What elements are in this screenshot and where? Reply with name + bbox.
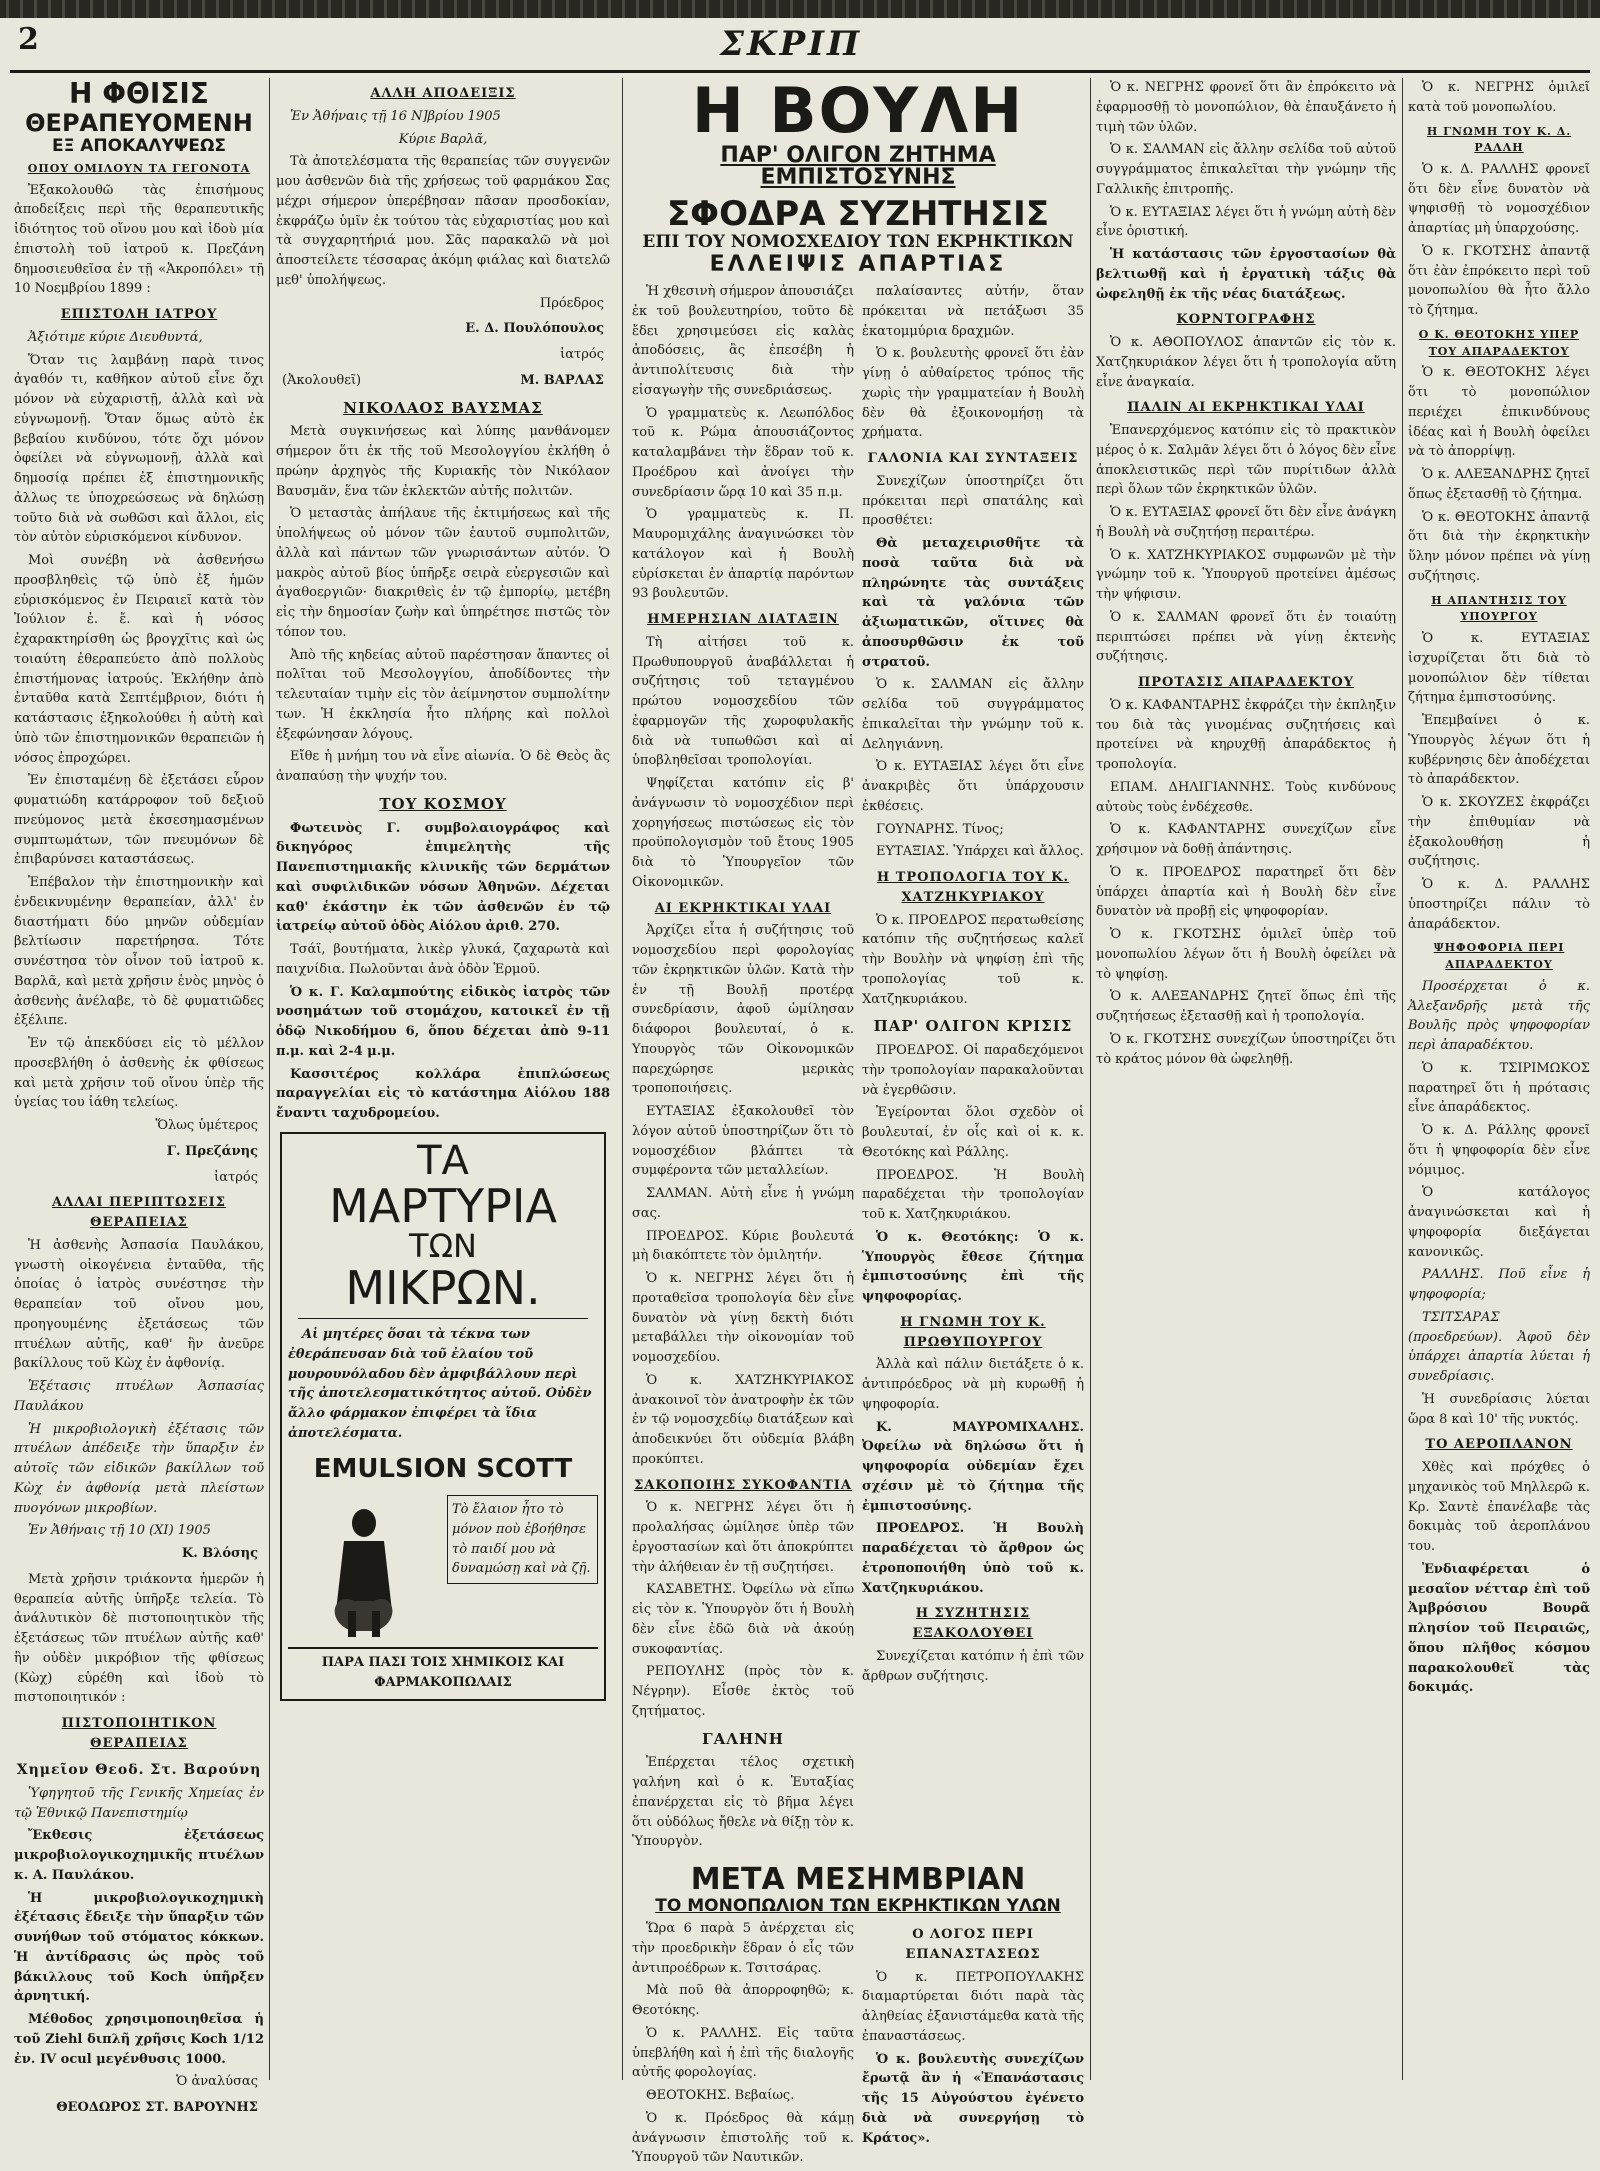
date: Ἐν Ἀθήναις τῇ 10 (ΧΙ) 1905 xyxy=(28,1523,211,1539)
paragraph: ΠΡΟΕΔΡΟΣ. Ἡ Βουλὴ παραδέχεται τὸ ἄρθρον ὡς ἐτροποποιήθη ὑπὸ τοῦ κ. Χατζηκυριάκου. xyxy=(862,1521,1084,1596)
fisherman-icon xyxy=(288,1501,439,1641)
paragraph: Ὁ κ. Θεοτόκης: Ὁ κ. Ὑπουργὸς ἔθεσε ζήτημα ἐμπιστοσύνης ἐπὶ τῆς ψηφοφορίας. xyxy=(862,1229,1084,1305)
subcolumn-left xyxy=(632,282,854,1855)
column-1 xyxy=(14,77,264,2116)
signature: Κ. Βλόσης xyxy=(181,1546,258,1562)
paragraph: ΡΑΛΛΗΣ. Ποῦ εἶνε ἡ ψηφοφορία; xyxy=(1408,1267,1590,1302)
ad-footer: ΠΑΡΑ ΠΑΣΙ ΤΟΙΣ ΧΗΜΙΚΟΙΣ ΚΑΙ ΦΑΡΜΑΚΟΠΩΛΑΙΣ xyxy=(288,1647,598,1693)
paragraph: Τὰ ἀποτελέσματα τῆς θεραπείας τῶν συγγενῶν μου ἀσθενῶν διὰ τῆς χρήσεως τοῦ φαρμάκου Σας μέχρι σήμερον ὑπερέβησαν πᾶσαν προσδοκίαν, ἐκφράζω ὑμῖν ἐκ τούτου τὰς εὐχαριστίας μου καὶ τὰ συγχαρητήριά μου. Σᾶς παρακαλῶ νὰ μοὶ ἀποστείλετε τέσσαρας ἀκόμη φιάλας καὶ διατελῶ μεθ' ὑπολήψεως. xyxy=(276,154,610,288)
paragraph: Ὁ κ. ΑΛΕΞΑΝΔΡΗΣ ζητεῖ ὅπως ἐπὶ τῆς συζητήσεως ἐξετασθῇ καὶ ἡ τροπολογία. xyxy=(1096,989,1396,1024)
paragraph: Φωτεινὸς Γ. συμβολαιογράφος καὶ δικηγόρος ἐπιμελητὴς τῆς Πανεπιστημιακῆς κλινικῆς τῶν δερμάτων καὶ συφιλιδικῶν νόσων Ἀθηνῶν. Δέχεται καθ' ἑκάστην ἐκ τῶν ἀσθενῶν ἐν τῷ ἰατρείῳ αὐτοῦ ὁδὸς Αἰόλου ἀριθ. 270. xyxy=(276,820,610,935)
paragraph: Ἐξακολουθῶ τὰς ἐπισήμους ἀποδείξεις περὶ τῆς θεραπευτικῆς ἰδιότητος τοῦ οἴνου μου καὶ ἰδοὺ μία ἐπιστολὴ τοῦ ἰατροῦ κ. Πρεζάνη δημοσιευθεῖσα ἐν τῇ «Ἀκροπόλει» τῇ 10 Νοεμβρίου 1899 : xyxy=(14,182,264,297)
paragraph: Ὁ κ. ΧΑΤΖΗΚΥΡΙΑΚΟΣ συμφωνῶν μὲ τὴν γνώμην τοῦ κ. Ὑπουργοῦ προτείνει ἀμέσως τὴν ψήφισιν. xyxy=(1096,547,1396,602)
paragraph: Ὁ κ. Δ. Ράλλης φρονεῖ ὅτι ἡ ψηφοφορία δὲν εἶνε νόμιμος. xyxy=(1408,1123,1590,1178)
masthead: ΣΚΡΙΠ xyxy=(720,24,863,64)
paragraph: Ὁ κ. ΚΑΦΑΝΤΑΡΗΣ συνεχίζων εἶνε χρήσιμον νὰ δοθῇ ἀπάντησις. xyxy=(1096,822,1396,857)
page-number: 2 xyxy=(18,22,39,57)
paragraph: ΠΡΟΕΔΡΟΣ. Οἱ παραδεχόμενοι τὴν τροπολογίαν παρακαλοῦνται νὰ ἐγερθῶσιν. xyxy=(862,1043,1084,1098)
section-heading: Η ΓΝΩΜΗ ΤΟΥ Κ. Δ. ΡΑΛΛΗ xyxy=(1426,124,1572,155)
paragraph: ΡΕΠΟΥΛΗΣ (πρὸς τὸν κ. Νέγρην). Εἶσθε ἐκτὸς τοῦ ζητήματος. xyxy=(632,1664,854,1719)
paragraph: Ὁ κ. ΝΕΓΡΗΣ λέγει ὅτι ἡ προλαλήσας ὡμίλησε ὑπὲρ τῶν ἐργοστασίων καὶ ὅτι ἀποκρύπτει τὴν ἀλήθειαν ἐν τῇ συζητήσει. xyxy=(632,1500,854,1575)
paragraph: Ὁ κ. ΚΑΦΑΝΤΑΡΗΣ ἐκφράζει τὴν ἐκπληξιν του διὰ τὰς γινομένας συζητήσεις καὶ προτείνει νὰ κηρυχθῇ ἀπαράδεκτος ἡ τροπολογία. xyxy=(1096,697,1396,772)
column-4 xyxy=(1096,78,1396,2080)
paragraph: Ὁ κ. ΣΑΛΜΑΝ φρονεῖ ὅτι ἐν τοιαύτῃ περιπτώσει πρέπει νὰ γίνῃ ἐκτενὴς συζήτησις. xyxy=(1096,609,1396,665)
main-headline: Η ΒΟΥΛΗ xyxy=(691,74,1025,147)
column-divider xyxy=(269,78,270,2080)
paragraph: Εἴθε ἡ μνήμη του νὰ εἶνε αἰωνία. Ὁ δὲ Θεὸς ἂς ἀναπαύσῃ τὴν ψυχήν του. xyxy=(276,749,610,785)
paragraph: Ὁ κ. ΣΑΛΜΑΝ εἰς ἄλλην σελίδα τοῦ συγγράμματος ἐπικαλεῖται τὴν γνώμην τοῦ κ. Δεληγιάννη. xyxy=(862,677,1084,752)
paragraph: Κασσιτέρος κολλάρα ἐπιπλώσεως παραγγελίαι εἰς τὸ κατάστημα Αἰόλου 188 ἔναντι ταχυδρομείου. xyxy=(276,1066,610,1122)
paragraph: Ὁ κ. ΣΚΟΥΖΕΣ ἐκφράζει τὴν ἐπιθυμίαν νὰ ἐξακολουθήσῃ ἡ συζήτησις. xyxy=(1408,795,1590,870)
chemist-name: Χημεῖον Θεοδ. Στ. Βαρούνη xyxy=(16,1761,262,1778)
greeting: Ἀξιότιμε κύριε Διευθυντά, xyxy=(28,329,203,345)
paragraph: Ἡ κατάστασις τῶν ἐργοστασίων θὰ βελτιωθῇ καὶ ἡ ἐργατικὴ τάξις θὰ ὠφεληθῇ ἐκ τῆς νέας διατάξεως. xyxy=(1096,247,1396,302)
column-divider xyxy=(622,78,623,2080)
section-heading: ΑΛΛΑΙ ΠΕΡΙΠΤΩΣΕΙΣ ΘΕΡΑΠΕΙΑΣ xyxy=(52,1195,226,1231)
section-heading: ΑΛΛΗ ΑΠΟΔΕΙΞΙΣ xyxy=(370,86,516,101)
ad-text: Αἱ μητέρες ὅσαι τὰ τέκνα των ἐθεράπευσαν διὰ τοῦ ἐλαίου τοῦ μουρουνόλαδου δὲν ἀμφιβάλλουν περὶ τῆς ἀποτελεσματικότητος αὐτοῦ. Οὐδὲν ἄλλο φάρμακον ἐπιφέρει τὰ ἴδια ἀποτελέσματα. xyxy=(288,1327,592,1441)
paragraph: Ὁ κ. Πρόεδρος θὰ κάμῃ ἀνάγνωσιν ἐπιστολῆς τοῦ κ. Ὑπουργοῦ τῶν Ναυτικῶν. xyxy=(632,2110,854,2166)
paragraph: Ἐπανερχόμενος κατόπιν εἰς τὸ πρακτικὸν μέρος ὁ κ. Σαλμᾶν λέγει ὅτι ὁ λόγος δὲν εἶνε ἀποκλειστικῶς περὶ τῶν πυρίτιδων ἀλλὰ περὶ ὅλων τῶν ἐκρηκτικῶν ὑλῶν. xyxy=(1096,423,1396,498)
paragraph: Ἔκθεσις ἐξετάσεως μικροβιολογικοχημικῆς πτυέλων κ. Α. Παυλάκου. xyxy=(14,1828,264,1883)
section-heading: ΤΟΥ ΚΟΣΜΟΥ xyxy=(379,794,507,813)
paragraph: Ἡ ἀσθενὴς Ἀσπασία Παυλάκου, γνωστὴ οἰκογένεια ἐνταῦθα, τῆς ὁποίας ὁ ἰατρὸς συνέστησε τὴν θεραπείαν τοῦ οἴνου μου, προηγουμένης ἐξετάσεως τῶν πτυέλων αὐτῆς, καθ' ἣν ἀνεῦρε βακίλλους τοῦ Κὼχ ἐν ἀφθονίᾳ. xyxy=(14,1237,264,1372)
paragraph: Προσέρχεται ὁ κ. Ἀλεξανδρῆς μετὰ τῆς Βουλῆς πρὸς ψηφοφορίαν περὶ ἀπαραδέκτου. xyxy=(1408,978,1590,1053)
advertiser: Μ. ΒΑΡΛΑΣ xyxy=(520,372,604,388)
paragraph: Ὁ γραμματεὺς κ. Λεωπόλδος τοῦ κ. Ρώμα ἀπουσιάζοντος καταλαμβάνει τὴν ἕδραν τοῦ κ. Προέδρου καὶ ἀνοίγει τὴν συνεδρίασιν ὥρᾳ 10 καὶ 35 π.μ. xyxy=(632,405,854,500)
section-heading: ΠΡΟΤΑΣΙΣ ΑΠΑΡΑΔΕΚΤΟΥ xyxy=(1137,675,1354,690)
paragraph: Ὁ μεταστὰς ἀπήλαυε τῆς ἐκτιμήσεως καὶ τῆς ὑπολήψεως οὐ μόνον τῶν ἑαυτοῦ συμπολιτῶν, ἀλλὰ καὶ πάντων τῶν γνωρισάντων αὐτόν. Ὁ μακρὸς αὐτοῦ βίος ὑπῆρξε σειρὰ εὐεργεσιῶν καὶ ἀγαθοεργιῶν· διακριθεὶς ἐν τῷ ἐμπορίῳ, μετέβη εἰς τὴν δημοσίαν ζωὴν καὶ ὑπηρέτησε πιστῶς τὸν τόπον του. xyxy=(276,506,610,640)
paragraph: Ὁ κ. βουλευτὴς συνεχίζων ἔρωτᾷ ἂν ἡ «Ἐπανάστασις τῆς 15 Αὐγούστου ἐγένετο διὰ νὰ συνεργήσῃ τὸ Κράτος». xyxy=(862,2051,1084,2146)
paragraph: Τσάϊ, βουτήματα, λικὲρ γλυκά, ζαχαρωτὰ καὶ παιχνίδια. Πωλοῦνται ἀνὰ ὁδὸν Ἑρμοῦ. xyxy=(276,942,610,977)
section-heading: ΠΑΛΙΝ ΑΙ ΕΚΡΗΚΤΙΚΑΙ ΥΛΑΙ xyxy=(1127,400,1365,416)
paragraph: Χθὲς καὶ πρόχθες ὁ μηχανικὸς τοῦ Μηλλερῶ κ. Κρ. Σαντὲ ἐπανέλαβε τὰς δοκιμὰς τοῦ ἀεροπλάνου του. xyxy=(1408,1460,1590,1554)
signature-title: ἰατρός xyxy=(560,347,604,362)
paragraph: Ὁ κ. ΝΕΓΡΗΣ λέγει ὅτι ἡ προταθεῖσα τροπολογία δὲν εἶνε δυνατὸν νὰ γίνῃ δεκτὴ διότι μεταβάλλει τὴν οἰκονομίαν τοῦ νομοσχεδίου. xyxy=(632,1271,854,1365)
column-divider xyxy=(1090,78,1091,2080)
column-divider xyxy=(1402,78,1403,2080)
section-heading: Η ΤΡΟΠΟΛΟΓΙΑ ΤΟΥ Κ. ΧΑΤΖΗΚΥΡΙΑΚΟΥ xyxy=(876,870,1070,905)
paragraph: Ὁ κ. ΕΥΤΑΞΙΑΣ φρονεῖ ὅτι δὲν εἶνε ἀνάγκη ἡ Βουλὴ νὰ συζητήσῃ περαιτέρω. xyxy=(1096,505,1396,540)
paragraph: Ἐνδιαφέρεται ὁ μεσαῖον νέτταρ ἐπὶ τοῦ Ἀμβρόσιου Βουρᾶ πλησίον τοῦ Πειραιῶς, ὅπου πλῆθος κόσμου παρακολουθεῖ τὰς δοκιμάς. xyxy=(1408,1561,1590,1696)
paragraph: Ἡ μικροβιολογικοχημικὴ ἐξέτασις ἔδειξε τὴν ὕπαρξιν τῶν συνήθων τοῦ στόματος κόκκων. Ἡ ἀντίδρασις ὡς πρὸς τοῦ βάκιλλους τοῦ Koch ὑπῆρξεν ἀρνητική. xyxy=(14,1890,264,2005)
paragraph: ΤΣΙΤΣΑΡΑΣ (προεδρεύων). Ἀφοῦ δὲν ὑπάρχει ἀπαρτία λύεται ἡ συνεδρίασις. xyxy=(1408,1309,1590,1384)
ad-title: ΜΙΚΡΩΝ. xyxy=(345,1260,541,1315)
paragraph: Θὰ μεταχειρισθῆτε τὰ ποσὰ ταῦτα διὰ νὰ πληρώνητε τὰς συντάξεις καὶ τὰ γαλόνια τῶν ἀξιωματικῶν, οἵτινες θὰ ἀποσυρθῶσιν ἐκ τοῦ στρατοῦ. xyxy=(862,536,1084,670)
scan-top-strip xyxy=(0,0,1600,18)
paragraph: Συνεχίζων ὑποστηρίζει ὅτι πρόκειται περὶ σπατάλης καὶ προσθέτει: xyxy=(862,473,1084,529)
paragraph: Ὁ κ. Γ. Καλαμπούτης εἰδικὸς ἰατρὸς τῶν νοσημάτων τοῦ στομάχου, κατοικεῖ ἐν τῇ ὁδῷ Νικοδήμου 6, ὅπου δέχεται ἀπὸ 9-11 π.μ. καὶ 2-4 μ.μ. xyxy=(276,984,610,1059)
section-heading: ΠΙΣΤΟΠΟΙΗΤΙΚΟΝ ΘΕΡΑΠΕΙΑΣ xyxy=(61,1716,217,1751)
paragraph: ΕΥΤΑΞΙΑΣ. Ὑπάρχει καὶ ἄλλος. xyxy=(876,844,1084,860)
signature: Γ. Πρεζάνης xyxy=(166,1143,258,1159)
section-heading: ΝΙΚΟΛΑΟΣ ΒΑΥΣΜΑΣ xyxy=(343,398,543,417)
paragraph: Ὁ κ. ΝΕΓΡΗΣ φρονεῖ ὅτι ἂν ἐπρόκειτο νὰ ἐφαρμοσθῇ τὸ μονοπώλιον, θὰ ἐπαυξάνετο ἡ τιμὴ τῶν ὑλῶν. xyxy=(1096,80,1396,135)
paragraph: Ὁ κ. Δ. ΡΑΛΛΗΣ ὑποστηρίζει πάλιν τὸ ἀπαράδεκτον. xyxy=(1408,877,1590,932)
ad-title: ΤΩΝ xyxy=(409,1227,477,1266)
paragraph: ΘΕΟΤΟΚΗΣ. Βεβαίως. xyxy=(646,2088,795,2104)
paragraph: Ὁ κ. ΠΡΟΕΔΡΟΣ περατωθείσης κατόπιν τῆς συζητήσεως καλεῖ τὴν Βουλὴν νὰ ψηφίσῃ ἐπὶ τῆς τροπολογίας τοῦ κ. Χατζηκυριάκου. xyxy=(862,912,1084,1007)
paragraph: Ὁ κ. Δ. ΡΑΛΛΗΣ φρονεῖ ὅτι δὲν εἶνε δυνατὸν νὰ ψηφισθῇ τὸ νομοσχέδιον ἀπαρτίας μὴ ὑπαρχούσης. xyxy=(1408,161,1590,237)
column-5 xyxy=(1408,78,1590,2080)
subheadline: ΠΑΡ' ΟΛΙΓΟΝ ΖΗΤΗΜΑ ΕΜΠΙΣΤΟΣΥΝΗΣ xyxy=(720,143,996,190)
paragraph: Ὁ κ. ΓΚΟΤΣΗΣ ἀπαντᾷ ὅτι ἐὰν ἐπρόκειτο περὶ τοῦ μονοπωλίου θὰ ἦτο ἄλλο τὸ ζήτημα. xyxy=(1408,243,1590,319)
section-heading: Η ΣΥΖΗΤΗΣΙΣ ΕΞΑΚΟΛΟΥΘΕΙ xyxy=(912,1606,1034,1642)
paragraph: ΕΠΑΜ. ΔΗΛΙΓΙΑΝΝΗΣ. Τοὺς κινδύνους αὐτοὺς τοὺς ἐνδέχεσθε. xyxy=(1096,779,1396,815)
section-heading: Η ΑΠΑΝΤΗΣΙΣ ΤΟΥ ΥΠΟΥΡΓΟΥ xyxy=(1431,593,1567,624)
section-heading: ΚΟΡΝΤΟΓΡΑΦΗΣ xyxy=(1176,312,1316,328)
paragraph: Μετὰ συγκινήσεως καὶ λύπης μανθάνομεν σήμερον ὅτι ἐκ τῆς τοῦ Μεσολογγίου ἐκλήθη ὁ πρώην ἀρχηγὸς τῆς Κυριακῆς τὸν Νικόλαον Βαυσμᾶν, ἕνα τῶν ἐκλεκτῶν αὐτῆς πολιτῶν. xyxy=(276,424,610,499)
signature-title: Ὁ ἀναλύσας xyxy=(176,2074,258,2090)
subheadline: ΟΠΟΥ ΟΜΙΛΟΥΝ ΤΑ ΓΕΓΟΝΟΤΑ xyxy=(27,162,251,175)
afternoon-headline: ΜΕΤΑ ΜΕΣΗΜΒΡΙΑΝ xyxy=(690,1862,1026,1898)
paragraph: Ἐπέρχεται τέλος σχετικὴ γαλήνη καὶ ὁ κ. Ἐυταξίας ἐπανέρχεται εἰς τὸ βῆμα λέγει ὅτι οὐδόλως ἤθελε νὰ θίξῃ τὸν κ. Ὑπουργὸν. xyxy=(632,1755,854,1850)
paragraph: Ἡ συνεδρίασις λύεται ὥρα 8 καὶ 10' τῆς νυκτός. xyxy=(1408,1391,1590,1427)
paragraph: Ὁ κ. ΘΕΟΤΟΚΗΣ λέγει ὅτι τὸ μονοπώλιον περιέχει ἐπικινδύνους ἰδέας καὶ ἡ Βουλὴ ὀφείλει νὰ τὸ ἀπορρίψῃ. xyxy=(1408,365,1590,460)
scott-emulsion-ad xyxy=(280,1132,606,1701)
section-heading: ΣΑΚΟΠΟΙΗΣ ΣΥΚΟΦΑΝΤΙΑ xyxy=(634,1477,852,1493)
headline: Η ΦΘΙΣΙΣ xyxy=(69,77,209,110)
quote: Ἐξέτασις πτυέλων Ἀσπασίας Παυλάκου xyxy=(14,1379,264,1414)
paragraph: Ἐπέβαλον τὴν ἐπιστημονικὴν καὶ ἐνδεικνυμένην θεραπείαν, ἀλλ' ἐν διαστήματι δύο μηνῶν οὐδεμίαν βελτίωσιν παρετήρησα. Τότε συνέστησα τὸν οἶνον τοῦ ἰατροῦ κ. Βαρλᾶ, καὶ μετὰ χρῆσιν ἑνὸς μηνὸς ὁ ἀσθενὴς ἀνέλαβε, τὸ δὲ φυματιῶδες ἐξέλιπε. xyxy=(14,875,264,1029)
paragraph: Συνεχίζεται κατόπιν ἡ ἐπὶ τῶν ἄρθρων συζήτησις. xyxy=(862,1648,1084,1684)
paragraph: Ἐν τῷ ἀπεκδύσει εἰς τὸ μέλλον προσεβλήθη ὁ ἀσθενὴς ἐκ φθίσεως καὶ μετὰ χρῆσιν τοῦ οἴνου ὑπὲρ τῆς ὑγείας του ἰάθη τελείως. xyxy=(14,1036,264,1111)
paragraph: Μετὰ χρῆσιν τριάκοντα ἡμερῶν ἡ θεραπεία αὐτῆς ὑπῆρξε τελεία. Τὸ ἀνάλυτικὸν δὲ πιστοποιητικὸν τῆς ἐξετάσεως τῶν πτυέλων αὐτῆς καθ' ἣν οὐδὲν μικρόβιον τῆς φθίσεως (Κὼχ) εὑρέθη καὶ ἰδοὺ τὸ πιστοποιητικόν : xyxy=(14,1571,264,1706)
section-heading: ΠΑΡ' ΟΛΙΓΟΝ ΚΡΙΣΙΣ xyxy=(873,1017,1073,1036)
section-heading: ΨΗΦΟΦΟΡΙΑ ΠΕΡΙ ΑΠΑΡΑΔΕΚΤΟΥ xyxy=(1433,941,1565,972)
section-heading: Ο Κ. ΘΕΟΤΟΚΗΣ ΥΠΕΡ ΤΟΥ ΑΠΑΡΑΔΕΚΤΟΥ xyxy=(1418,327,1580,358)
signature: ΘΕΟΔΩΡΟΣ ΣΤ. ΒΑΡΟΥΝΗΣ xyxy=(56,2100,258,2116)
paragraph: ΚΑΣΑΒΕΤΗΣ. Ὀφείλω νὰ εἴπω εἰς τὸν κ. Ὑπουργὸν ὅτι ἡ Βουλὴ δὲν εἶνε ἐδῶ διὰ νὰ ἀκούῃ συκοφαντίας. xyxy=(632,1582,854,1657)
paragraph: Ὁ κατάλογος ἀναγινώσκεται καὶ ἡ ψηφοφορία διεξάγεται κανονικῶς. xyxy=(1408,1185,1590,1260)
paragraph: Ὁ κ. ΑΛΕΞΑΝΔΡΗΣ ζητεῖ ὅπως ἐξετασθῇ τὸ ζήτημα. xyxy=(1408,467,1590,502)
masthead-rule xyxy=(10,70,1590,73)
paragraph: Μοὶ συνέβη νὰ ἀσθενήσω προσβληθεὶς τῷ ὑπὸ ἐξ ἡμῶν εὑρισκόμενος ἐν Πειραιεῖ κατὰ τὸν Ἰούλιον ἐ. ἔ. καὶ ἡ νόσος ἐχαρακτηρίσθη ὡς βρογχῖτις καὶ ὡς τοιαύτη ἐθεραπεύετο ἀπὸ πολλοὺς ἐπιστήμονας ἰατρούς. Ἐκλήθην ἀπὸ ἐνταῦθα κατὰ Σεπτέμβριον, διότι ἡ κατάστασις ἐξηκολούθει ἡ αὐτὴ καὶ ὑπὸ τῶν ἐπιστημονικῶν θεραπειῶν ἡ νόσος ἐπροχώρει. xyxy=(14,553,264,766)
paragraph: Ἐγείρονται ὅλοι σχεδὸν οἱ βουλευταί, ἐν οἷς καὶ οἱ κ. κ. Θεοτόκης καὶ Ράλλης. xyxy=(862,1105,1084,1160)
paragraph: Ὁ κ. ΡΑΛΛΗΣ. Εἰς ταῦτα ὑπεβλήθη καὶ ἡ ἐπὶ τῆς διαλογῆς αὐτῆς φορολογίας. xyxy=(632,2025,854,2081)
paragraph: Ἀρχίζει εἶτα ἡ συζήτησις τοῦ νομοσχεδίου περὶ φορολογίας τῶν ἐκρηκτικῶν ὑλῶν. Κατὰ τὴν ἐν τῇ Βουλῇ προτέρᾳ συνεδρίασιν, ἀφοῦ ὡμίλησαν διάφοροι βουλευταί, ὁ κ. Υπουργὸς τῶν Οἰκονομικῶν παρεχώρησε μερικὰς τροποποιήσεις. xyxy=(632,923,854,1097)
paragraph: Ὁ κ. ΠΡΟΕΔΡΟΣ παρατηρεῖ ὅτι δὲν ὑπάρχει ἀπαρτία καὶ ἡ Βουλὴ δὲν εἶνε δυνατὸν νὰ προβῇ εἰς ψηφοφορίαν. xyxy=(1096,864,1396,920)
date: Ἐν Ἀθήναις τῇ 16 Ν]βρίου 1905 xyxy=(290,108,501,124)
section-heading: ΑΙ ΕΚΡΗΚΤΙΚΑΙ ΥΛΑΙ xyxy=(654,900,832,916)
paragraph: Ὁ κ. ΣΑΛΜΑΝ εἰς ἄλλην σελίδα τοῦ αὐτοῦ συγγράμματος ἐπικαλεῖται τὴν γνώμην τῆς Γαλλικῆς ἐπιτροπῆς. xyxy=(1096,142,1396,197)
quote: Ἡ μικροβιολογικὴ ἐξέτασις τῶν πτυέλων ἀπέδειξε τὴν ὕπαρξιν ἐν αὐτοῖς τῶν εἰδικῶν βακίλλων τοῦ Κὼχ ἐν ἀφθονίᾳ μετὰ πλείστων πυογόνων μικροβίων. xyxy=(14,1421,264,1516)
paragraph: Ὁ κ. ΤΣΙΡΙΜΩΚΟΣ παρατηρεῖ ὅτι ἡ πρότασις εἶνε ἀπαράδεκτος. xyxy=(1408,1060,1590,1116)
paragraph: παλαίσαντες αὐτήν, ὅταν πρόκειται νὰ πετάξωσι 35 ἑκατομμύρια δραχμῶν. xyxy=(862,284,1084,339)
subcolumn-right xyxy=(862,282,1084,1855)
section-heading: ΗΜΕΡΗΣΙΑΝ ΔΙΑΤΑΞΙΝ xyxy=(647,612,839,627)
subheadline: ΣΦΟΔΡΑ ΣΥΖΗΤΗΣΙΣ xyxy=(666,194,1050,234)
section-heading: ΕΠΙΣΤΟΛΗ ΙΑΤΡΟΥ xyxy=(60,307,218,323)
paragraph: Ὥρα 6 παρὰ 5 ἀνέρχεται εἰς τὴν προεδρικὴν ἕδραν ὁ εἷς τῶν ἀντιπροέδρων κ. Τσιτσάρας. xyxy=(632,1921,854,1976)
paragraph: Ὑφηγητοῦ τῆς Γενικῆς Χημείας ἐν τῷ Ἐθνικῷ Πανεπιστημίῳ xyxy=(14,1785,264,1821)
paragraph: Μὰ ποῦ θὰ ἀπορροφηθῶ; κ. Θεοτόκης. xyxy=(632,1983,854,2019)
paragraph: Ὅταν τις λαμβάνῃ παρὰ τινος ἀγαθόν τι, καθῆκον αὐτοῦ εἶνε ὄχι μόνον νὰ εὐχαριστῇ, ἀλλὰ καὶ νὰ εὐγνωμονῇ. Ὅταν ὅμως αὐτὸ ἐκ βεβαίου κινδύνου, τότε ὄχι μόνον ὀφείλει νὰ εὐγνωμονῇ, ἀλλὰ καὶ δημοσίᾳ πρέπει ἐξ ἐπιστημονικῆς ἀλλως τε ὑποχρεώσεως νὰ δηλώσῃ τοῦτο διὰ νὰ σωθῶσι καὶ ἄλλοι, εἰς τὸν αὐτὸν εὑρισκόμενοι κίνδυνον. xyxy=(14,352,264,546)
paragraph: Ἀλλὰ καὶ πάλιν διετάξετε ὁ κ. ἀντιπρόεδρος νὰ μὴ κυρωθῇ ἡ ψηφοφορία. xyxy=(862,1357,1084,1412)
paragraph: ΠΡΟΕΔΡΟΣ. Ἡ Βουλὴ παραδέχεται τὴν τροπολογίαν τοῦ κ. Χατζηκυριάκου. xyxy=(862,1167,1084,1223)
paragraph: Ὁ κ. ΕΥΤΑΞΙΑΣ λέγει ὅτι ἡ γνώμη αὐτὴ δὲν εἶνε ὁριστική. xyxy=(1096,204,1396,240)
headline: ΘΕΡΑΠΕΥΟΜΕΝΗ xyxy=(25,109,253,137)
paragraph: ΕΥΤΑΞΙΑΣ ἐξακολουθεῖ τὸν λόγον αὐτοῦ ὑποστηρίζων ὅτι τὸ νομοσχέδιον βλάπτει τὰ συμφέροντα τῶν μεταλλείων. xyxy=(632,1104,854,1179)
paragraph: Ὁ κ. ΓΚΟΤΣΗΣ ὁμιλεῖ ὑπὲρ τοῦ μονοπωλίου λέγων ὅτι ἡ Βουλὴ ὀφείλει νὰ τὸ ψηφίσῃ. xyxy=(1096,927,1396,982)
ad-title: ΤΑ xyxy=(417,1137,469,1184)
paragraph: Ἐν ἐπισταμένῃ δὲ ἐξετάσει εὗρον φυματιώδη κατάρροφον τοῦ δεξιοῦ πνεύμονος μετὰ ἐκσεσημασμένων συμπτωμάτων, τῶν πνευμόνων δὲ ἐπιβαρύνσει καταστάσεως. xyxy=(14,773,264,868)
section-heading: Ο ΛΟΓΟΣ ΠΕΡΙ ΕΠΑΝΑΣΤΑΣΕΩΣ xyxy=(905,1927,1041,1962)
section-heading: ΤΟ ΑΕΡΟΠΛΑΝΟΝ xyxy=(1425,1437,1573,1453)
paragraph: Ἀπὸ τῆς κηδείας αὐτοῦ παρέστησαν ἅπαντες οἱ πολῖται τοῦ Μεσολογγίου, ἀποδίδοντες τὴν τελευταίαν τιμὴν εἰς τὸν ἀείμνηστον συμπολίτην των. Ἡ ἐκκλησία ἦτο πλήρης καὶ πολλοὶ ἐξεφώνησαν λόγους. xyxy=(276,647,610,742)
ad-quote: Τὸ ἔλαιον ἦτο τὸ μόνον ποὺ ἐβοήθησε τὸ παιδί μου νὰ δυναμώσῃ καὶ νὰ ζῇ. xyxy=(447,1495,598,1584)
signature-title: Πρόεδρος xyxy=(539,295,604,311)
subheadline: ΕΠΙ ΤΟΥ ΝΟΜΟΣΧΕΔΙΟΥ ΤΩΝ ΕΚΡΗΚΤΙΚΩΝ xyxy=(642,232,1074,252)
column-3 xyxy=(632,74,1084,2166)
ad-brand: EMULSION SCOTT xyxy=(313,1453,573,1484)
paragraph: ΣΑΛΜΑΝ. Αὐτὴ εἶνε ἡ γνώμη σας. xyxy=(632,1186,854,1221)
signature: Ε. Δ. Πουλόπουλος xyxy=(465,321,604,337)
paragraph: Ὁ γραμματεὺς κ. Π. Μαυρομιχάλης ἀναγινώσκει τὸν κατάλογον καὶ ἡ Βουλὴ εὑρίσκεται ἐν ἀπαρτίᾳ παρόντων 93 βουλευτῶν. xyxy=(632,507,854,602)
column-2 xyxy=(276,78,610,2080)
paragraph: ΠΡΟΕΔΡΟΣ. Κύριε βουλευτά μὴ διακόπτετε τὸν ὁμιλητήν. xyxy=(632,1228,854,1264)
paragraph: Ὁ κ. ΑΘΟΠΟΥΛΟΣ ἀπαντῶν εἰς τὸν κ. Χατζηκυριάκον λέγει ὅτι ἡ τροπολογία αὕτη εἶνε ἀναγκαία. xyxy=(1096,335,1396,390)
paragraph: Ὁ κ. βουλευτὴς φρονεῖ ὅτι ἐὰν γίνῃ ὁ αὐθαίρετος τρόπος τῆς χωρὶς τὴν γραμματείαν ἡ Βουλὴ δὲν θὰ ἐξοικονομήσῃ τὰ χρήματα. xyxy=(862,346,1084,441)
section-heading: Η ΓΝΩΜΗ ΤΟΥ Κ. ΠΡΩΘΥΠΟΥΡΓΟΥ xyxy=(900,1314,1046,1350)
follow-note: (Ἀκολουθεῖ) xyxy=(282,372,362,388)
afternoon-subheadline: ΤΟ ΜΟΝΟΠΩΛΙΟΝ ΤΩΝ ΕΚΡΗΚΤΙΚΩΝ ΥΛΩΝ xyxy=(655,1896,1061,1917)
ad-title: ΜΑΡΤΥΡΙΑ xyxy=(329,1178,557,1233)
paragraph: Ὁ κ. ΧΑΤΖΗΚΥΡΙΑΚΟΣ ἀνακοινοῖ τὸν ἀνατροφὴν ἐκ τῶν ἐν τῷ νομοσχεδίῳ διατάξεων καὶ ἀποδεικνύει ὅτι οὐδεμία βλάβη προκύπτει. xyxy=(632,1372,854,1467)
paragraph: Ἐπεμβαίνει ὁ κ. Ὑπουργὸς λέγων ὅτι ἡ κυβέρνησις δὲν ἀποδέχεται τὸ ἀπαράδεκτον. xyxy=(1408,713,1590,788)
paragraph: Ψηφίζεται κατόπιν εἰς β' ἀνάγνωσιν τὸ νομοσχέδιον περὶ χορηγήσεως πιστώσεως εἰς τὸν προϋπολογισμὸν τοῦ ἔτους 1905 διὰ τὸ Ὑπουργεῖον τῶν Οἰκονομικῶν. xyxy=(632,776,854,890)
subheadline: ΕΛΛΕΙΨΙΣ ΑΠΑΡΤΙΑΣ xyxy=(709,252,1007,277)
paragraph: Ὁ κ. ΘΕΟΤΟΚΗΣ ἀπαντᾷ ὅτι διὰ τὴν ἐκρηκτικὴν ὕλην μόνον πρέπει νὰ γίνῃ συζήτησις. xyxy=(1408,509,1590,584)
paragraph: Ἡ χθεσινὴ σήμερον ἀπουσιάζει ἐκ τοῦ βουλευτηρίου, τοῦτο δὲ ἔδει χρησιμεύσει εἰς καλὰς ἀποδόσεις, ἂς ἐπεσέβη ἡ ἀντιπολίτευσις διὰ τὴν εἰσαγωγὴν τῆς συνεδριάσεως. xyxy=(632,284,854,398)
paragraph: Τὴ αἰτήσει τοῦ κ. Πρωθυπουργοῦ ἀναβάλλεται ἡ συζήτησις τοῦ τεταγμένου πρώτου νομοσχεδίου τῶν ἐφαρμογῶν τῆς χωροφυλακῆς διὰ νὰ τυπωθῶσι καὶ αἱ ὑποβληθεῖσαι τροπολογίαι. xyxy=(632,634,854,769)
paragraph: Μέθοδος χρησιμοποιηθεῖσα ἡ τοῦ Ziehl διπλῆ χρῆσις Koch 1/12 ἐν. IV ocul μεγένθυσις 1000. xyxy=(14,2012,264,2067)
paragraph: Ὁ κ. ΓΚΟΤΣΗΣ συνεχίζων ὑποστηρίζει ὅτι τὸ κράτος μόνον θὰ ὠφεληθῇ. xyxy=(1096,1031,1396,1067)
signature-title: ἰατρός xyxy=(214,1169,258,1185)
greeting: Κύριε Βαρλᾶ, xyxy=(398,131,488,147)
paragraph: Ὁ κ. ΕΥΤΑΞΙΑΣ ἰσχυρίζεται ὅτι διὰ τὸ μονοπώλιον δὲν τίθεται ζήτημα ἐμπιστοσύνης. xyxy=(1408,631,1590,706)
closing: Ὅλως ὑμέτερος xyxy=(155,1118,258,1134)
paragraph: Ὁ κ. ΠΕΤΡΟΠΟΥΛΑΚΗΣ διαμαρτύρεται διότι παρὰ τὰς ἀληθείας ἐξανιστάμεθα κατὰ τῆς ἐπαναστάσεως. xyxy=(862,1969,1084,2044)
paragraph: ΓΟΥΝΑΡΗΣ. Τίνος; xyxy=(876,821,1004,837)
paragraph: Ὁ κ. ΕΥΤΑΞΙΑΣ λέγει ὅτι εἶνε ἀνακριβὲς ὅτι ὑπάρχουσιν ἐκθέσεις. xyxy=(862,759,1084,814)
paragraph: Ὁ κ. ΝΕΓΡΗΣ ὁμιλεῖ κατὰ τοῦ μονοπωλίου. xyxy=(1408,80,1590,115)
section-heading: ΓΑΛΗΝΗ xyxy=(702,1729,784,1748)
headline: ΕΞ ΑΠΟΚΑΛΥΨΕΩΣ xyxy=(51,136,227,156)
paragraph: Κ. ΜΑΥΡΟΜΙΧΑΛΗΣ. Ὀφείλω νὰ δηλώσω ὅτι ἡ ψηφοφορία οὐδεμίαν ἔχει σχέσιν μὲ τὸ ζήτημα τῆς ἐμπιστοσύνης. xyxy=(862,1419,1084,1514)
section-heading: ΓΑΛΟΝΙΑ ΚΑΙ ΣΥΝΤΑΞΕΙΣ xyxy=(867,451,1079,466)
